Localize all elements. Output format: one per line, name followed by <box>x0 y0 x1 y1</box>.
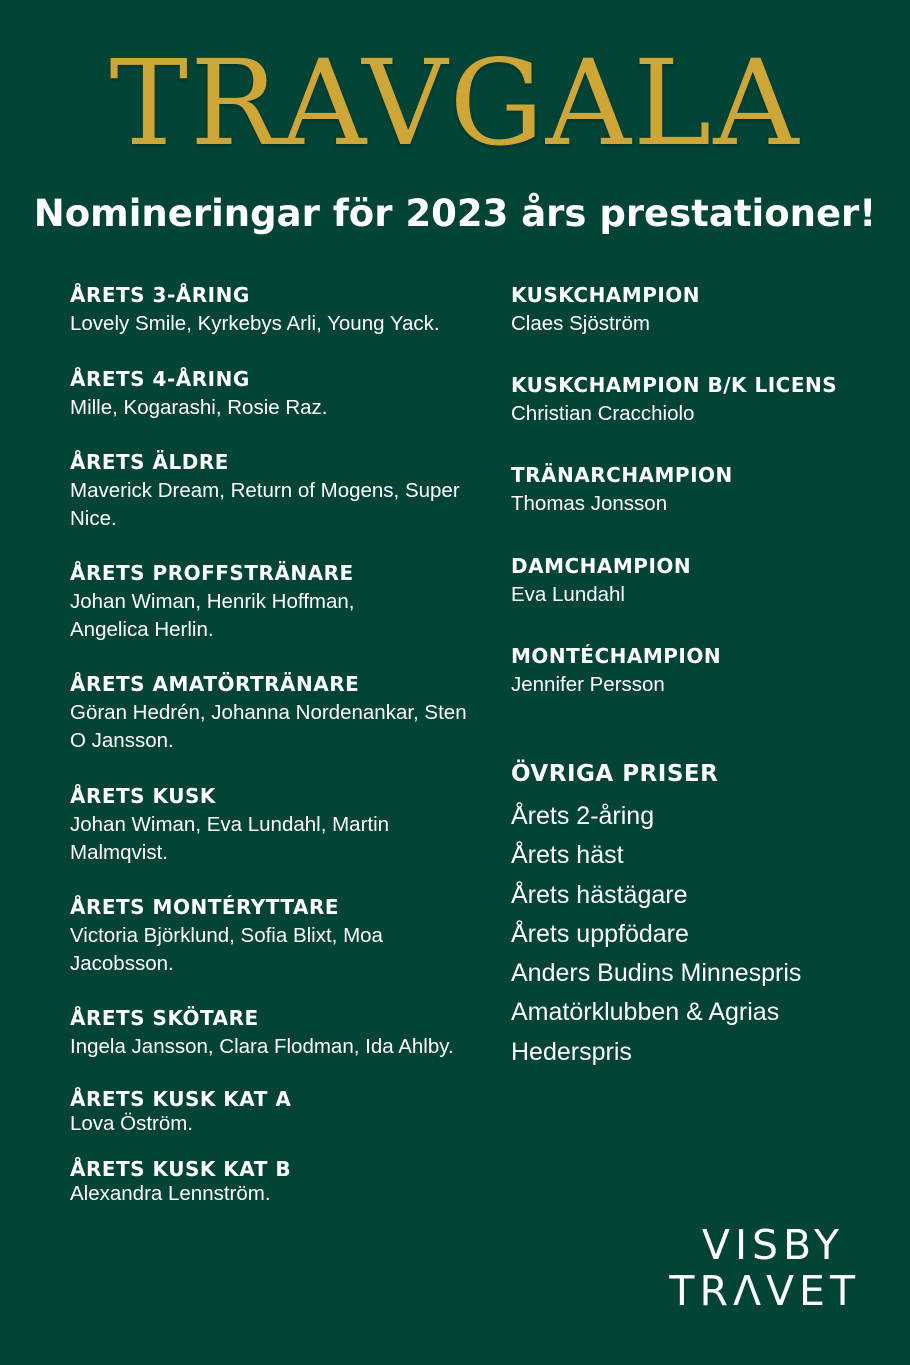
nominee-list: Maverick Dream, Return of Mogens, Super Nice. <box>70 479 460 530</box>
logo-line-2: TRΛVET <box>669 1267 860 1315</box>
list-item: Hederspris <box>511 1037 632 1066</box>
page-subtitle: Nomineringar för 2023 års prestationer! <box>33 192 877 235</box>
category-heading: TRÄNARCHAMPION <box>511 463 733 487</box>
list-item: Årets uppfödare <box>511 919 689 948</box>
winner-name: Jennifer Persson <box>511 673 665 696</box>
category-heading: ÅRETS AMATÖRTRÄNARE <box>70 672 360 696</box>
category-arets-3-aring <box>70 282 500 338</box>
category-tranarchampion <box>511 462 891 518</box>
category-heading: ÅRETS KUSK <box>70 784 216 808</box>
category-heading: ÅRETS 3-ÅRING <box>70 283 250 307</box>
nominee-list: Johan Wiman, Eva Lundahl, Martin Malmqvist. <box>70 813 390 864</box>
category-montechampion <box>511 643 891 699</box>
category-heading: ÅRETS 4-ÅRING <box>70 367 250 391</box>
nominee-list: Alexandra Lennström. <box>70 1182 271 1205</box>
nominee-list: Johan Wiman, Henrik Hoffman, Angelica Herlin. <box>70 590 355 641</box>
logo-line-1: VISBY <box>701 1221 844 1269</box>
other-prizes-heading: ÖVRIGA PRISER <box>511 761 719 787</box>
category-arets-amatortranare <box>70 671 470 754</box>
category-heading: KUSKCHAMPION <box>511 283 701 307</box>
category-arets-monteryttare <box>70 894 445 977</box>
visby-travet-logo <box>660 1222 860 1314</box>
category-kuskchampion <box>511 282 891 338</box>
winner-name: Eva Lundahl <box>511 583 625 606</box>
list-item: Årets hästägare <box>511 880 688 909</box>
category-damchampion <box>511 553 891 609</box>
category-arets-4-aring <box>70 366 500 422</box>
list-item: Anders Budins Minnespris <box>511 959 802 988</box>
category-heading: ÅRETS PROFFSTRÄNARE <box>70 561 354 585</box>
category-arets-aldre <box>70 449 470 532</box>
other-prizes-list <box>511 797 801 1072</box>
category-heading: KUSKCHAMPION B/K LICENS <box>511 373 838 397</box>
list-item: Årets häst <box>511 841 624 870</box>
category-arets-skotare <box>70 1005 500 1061</box>
winner-name: Christian Cracchiolo <box>511 402 695 425</box>
category-arets-kusk-kat-a <box>70 1086 500 1138</box>
category-heading: DAMCHAMPION <box>511 554 692 578</box>
category-arets-kusk <box>70 783 445 866</box>
list-item: Amatörklubben & Agrias <box>511 998 780 1027</box>
nominee-list: Lova Öström. <box>70 1112 194 1135</box>
list-item: Årets 2-åring <box>511 802 655 830</box>
winner-name: Thomas Jonsson <box>511 492 668 515</box>
category-heading: ÅRETS SKÖTARE <box>70 1006 259 1030</box>
nominee-list: Göran Hedrén, Johanna Nordenankar, Sten O Jansson. <box>70 701 467 752</box>
nominee-list: Ingela Jansson, Clara Flodman, Ida Ahlby. <box>70 1035 454 1058</box>
category-heading: ÅRETS ÄLDRE <box>70 450 229 474</box>
category-heading: ÅRETS KUSK KAT B <box>70 1157 292 1181</box>
category-kuskchampion-bk-licens <box>511 372 891 428</box>
nominee-list: Mille, Kogarashi, Rosie Raz. <box>70 396 328 419</box>
category-heading: ÅRETS MONTÉRYTTARE <box>70 895 340 919</box>
category-arets-proffstranare <box>70 560 410 643</box>
nominee-list: Lovely Smile, Kyrkebys Arli, Young Yack. <box>70 312 440 335</box>
category-arets-kusk-kat-b <box>70 1156 500 1208</box>
category-heading: MONTÉCHAMPION <box>511 644 722 668</box>
winner-name: Claes Sjöström <box>511 312 650 335</box>
event-title: TRAVGALA <box>109 34 801 172</box>
category-heading: ÅRETS KUSK KAT A <box>70 1087 292 1111</box>
nominee-list: Victoria Björklund, Sofia Blixt, Moa Jacobsson. <box>70 924 383 975</box>
